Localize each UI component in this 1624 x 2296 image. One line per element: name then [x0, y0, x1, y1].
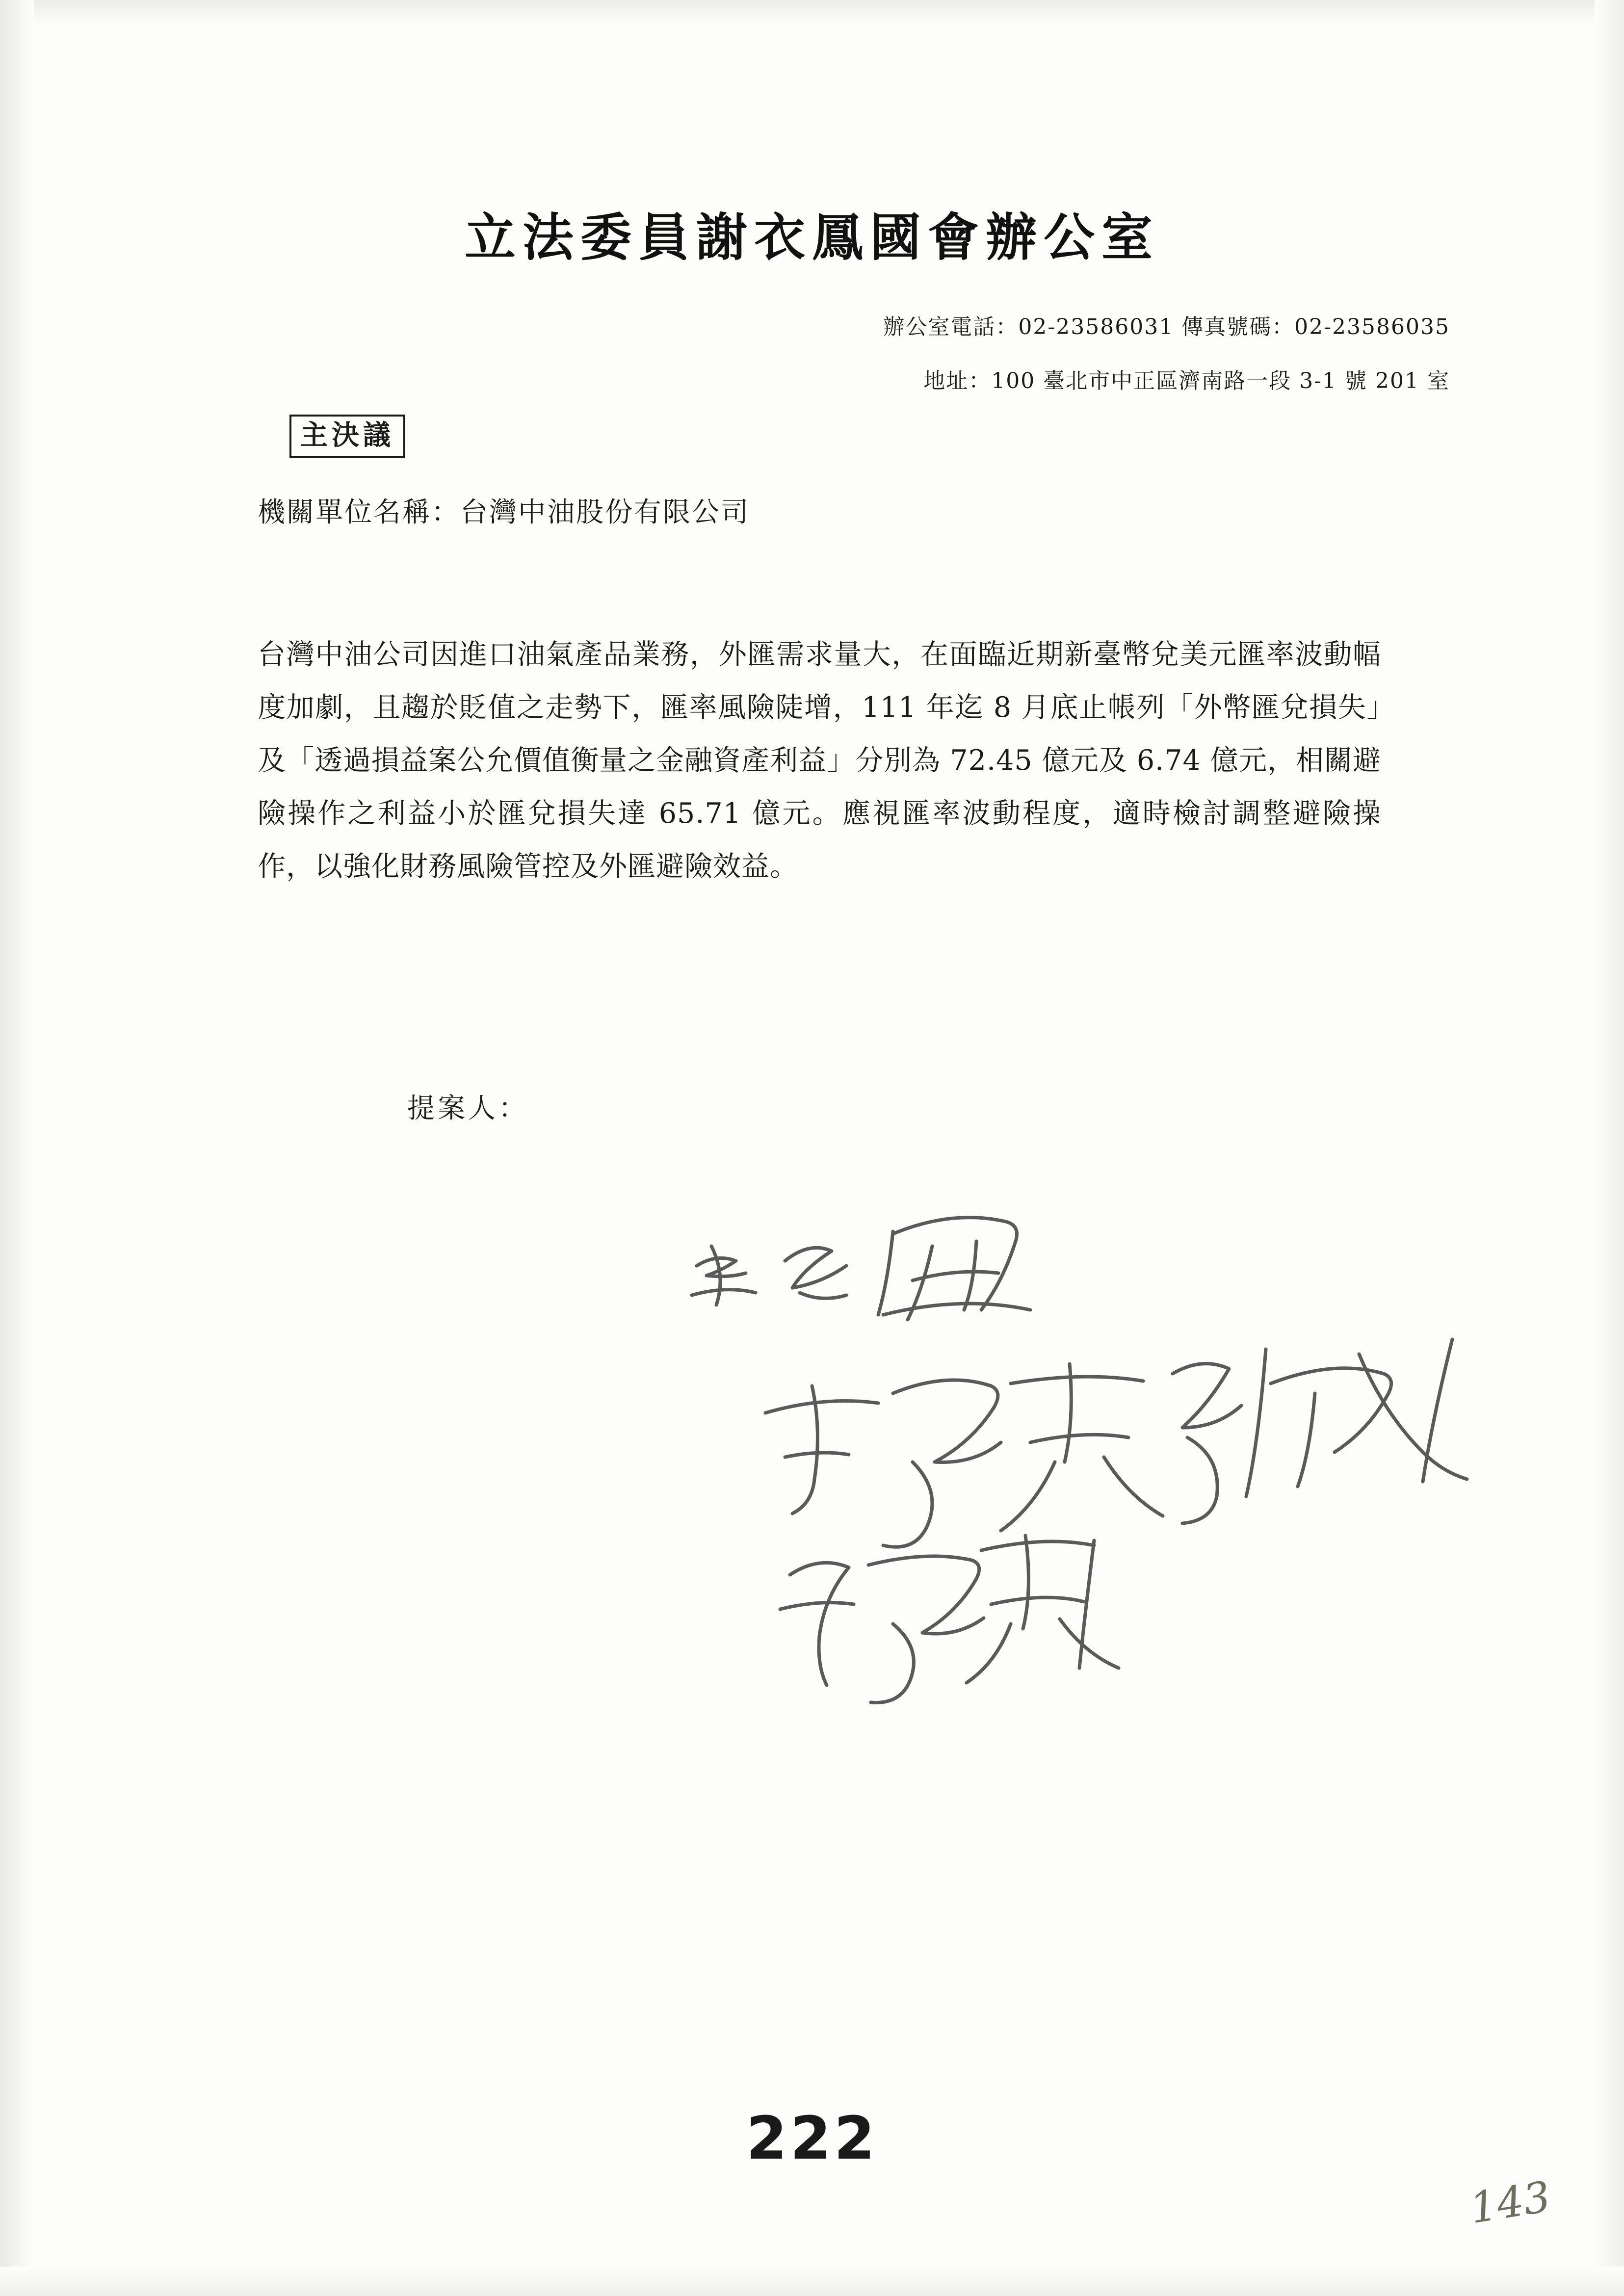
- page-title: 立法委員謝衣鳳國會辦公室: [464, 207, 1159, 267]
- office-phone-line: 辦公室電話：02-23586031 傳真號碼：02-23586035: [883, 314, 1450, 339]
- signature-block: [638, 1119, 1570, 1707]
- signature-2-strokes: [765, 1339, 1467, 1547]
- signature-1-strokes: [692, 1218, 1030, 1320]
- page-number: 222: [746, 2105, 878, 2173]
- scan-edge-bottom: [0, 2267, 1624, 2296]
- handwritten-folio-number: 143: [1467, 2172, 1554, 2234]
- scan-edge-left: [0, 0, 34, 2296]
- office-address-line: 地址：100 臺北市中正區濟南路一段 3-1 號 201 室: [923, 368, 1450, 393]
- scan-edge-top: [0, 0, 1624, 25]
- scan-edge-right: [1595, 0, 1624, 2296]
- signature-3-strokes: [780, 1536, 1119, 1702]
- proposer-label: 提案人：: [407, 1093, 529, 1124]
- agency-name-line: 機關單位名稱：台灣中油股份有限公司: [258, 496, 750, 528]
- resolution-type-badge: 主決議: [289, 415, 405, 458]
- resolution-body-text: 台灣中油公司因進口油氣產品業務，外匯需求量大，在面臨近期新臺幣兌美元匯率波動幅度加劇，且趨於貶值之走勢下，匯率風險陡增，111 年迄 8 月底止帳列「外幣匯兌損失」及「透過損益案公允價值衡量之金融資產利益」分別為 72.45 億元及 6.74 億元，相關避險操作之利益小於匯兌損失達 65.71 億元。應視匯率波動程度，適時檢討調整避險操作，以強化財務風險管控及外匯避險效益。: [258, 638, 1381, 883]
